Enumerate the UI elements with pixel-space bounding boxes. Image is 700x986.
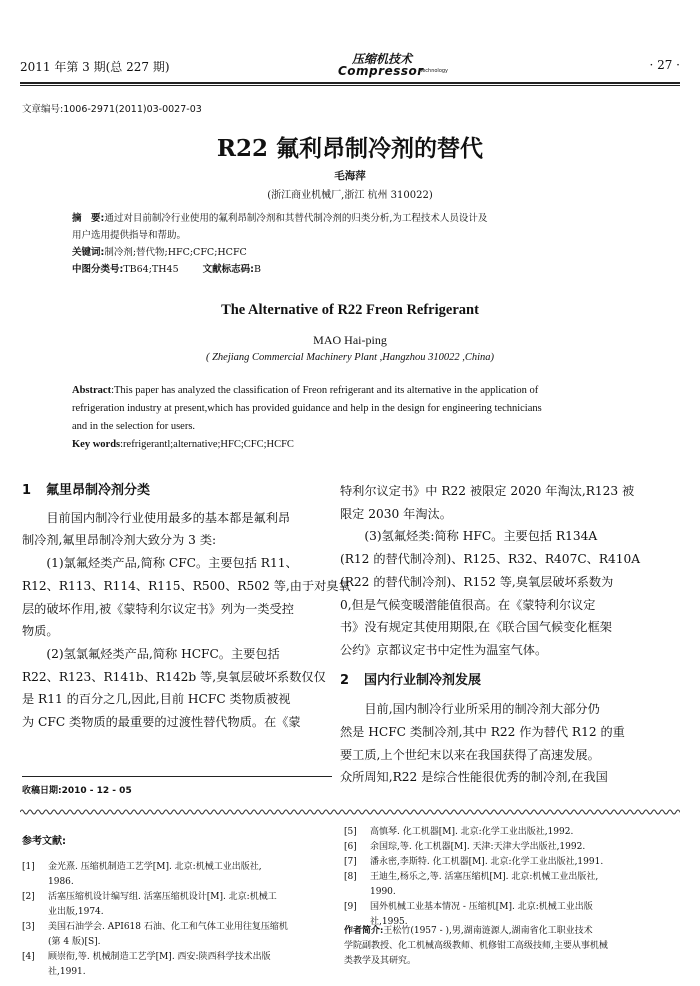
affiliation-chinese: (浙江商业机械厂,浙江 杭州 310022)	[267, 190, 433, 201]
ref-text-cont: (第 4 版)[S].	[48, 937, 101, 947]
body-line: (2)氢氯氟烃类产品,简称 HCFC。主要包括	[22, 646, 280, 661]
body-line: 然是 HCFC 类制冷剂,其中 R22 作为替代 R12 的重	[340, 725, 625, 740]
abstract-chinese	[72, 210, 632, 278]
body-line: R22、R123、R141b、R142b 等,臭氧层破坏系数仅仅	[22, 669, 326, 684]
keywords-cn: 制冷剂;替代物;HFC;CFC;HCFC	[104, 247, 247, 258]
logo-english: Compressor	[338, 64, 424, 78]
bio-label: 作者简介:	[344, 926, 384, 936]
body-line: (R12 的替代制冷剂)、R125、R32、R407C、R410A	[340, 552, 641, 567]
body-left-column	[22, 480, 351, 734]
bio-line: 学院副教授、化工机械高级教师、机修钳工高级技师,主要从事机械	[344, 941, 608, 951]
body-line: 众所周知,R22 是综合性能很优秀的制冷剂,在我国	[340, 770, 608, 785]
body-line: (1)氯氟烃类产品,简称 CFC。主要包括 R11、	[22, 556, 298, 571]
logo-chinese: 压缩机技术	[352, 52, 413, 66]
body-line: 要工质,上个世纪末以来在我国获得了高速发展。	[340, 747, 600, 762]
references-right	[344, 825, 674, 930]
running-header	[20, 52, 680, 82]
keywords-cn-label: 关键词:	[72, 247, 105, 258]
ref-text: 美国石油学会. API618 石油、化工和气体工业用往复压缩机	[48, 922, 288, 932]
ref-number: [3]	[22, 922, 35, 932]
abstract-cn-line: 用户选用提供指导和帮助。	[72, 230, 187, 241]
ref-number: [2]	[22, 892, 35, 902]
ref-number: [6]	[344, 842, 357, 852]
section-1-heading	[22, 480, 330, 503]
received-date: 收稿日期:2010 - 12 - 05	[22, 786, 132, 796]
ref-text: 潘永密,李斯特. 化工机器[M]. 北京:化学工业出版社,1991.	[370, 857, 604, 867]
reference-item	[344, 825, 674, 840]
abstract-en-label: Abstract	[72, 385, 112, 396]
body-line: (3)氢氟烃类:简称 HFC。主要包括 R134A	[340, 529, 598, 544]
abstract-cn-line	[72, 210, 632, 227]
ref-number: [4]	[22, 952, 35, 962]
body-line: R12、R113、R114、R115、R500、R502 等,由于对臭氧	[22, 578, 351, 593]
body-line: 限定 2030 年淘汰。	[340, 506, 452, 521]
header-rule	[20, 82, 680, 84]
keywords-en-label: Key words	[72, 439, 121, 450]
reference-item	[344, 855, 674, 870]
bio-line: 类教学及其研究。	[344, 956, 417, 966]
section-1-number: 1	[22, 483, 32, 498]
class-code: TB64;TH45	[123, 264, 179, 275]
section-2-heading	[340, 670, 662, 693]
section-2-number: 2	[340, 672, 350, 688]
abstract-en-line: refrigeration industry at present,which has provided guidance and help in the design for engineering technicians	[72, 403, 542, 414]
ref-number: [9]	[344, 902, 357, 912]
ref-text: 金光熹. 压缩机制造工艺学[M]. 北京:机械工业出版社,	[48, 862, 262, 872]
body-line: 为 CFC 类物质的最重要的过渡性替代物质。在《蒙	[22, 715, 301, 730]
doc-code-label: 文献标志码:	[202, 264, 254, 275]
reference-item	[344, 870, 674, 900]
wave-separator	[20, 808, 680, 816]
classification-line	[72, 261, 632, 278]
ref-text-cont: 社,1995.	[370, 917, 408, 927]
ref-number: [8]	[344, 872, 357, 882]
body-line: 书》没有规定其使用期限,在《联合国气候变化框架	[340, 620, 612, 635]
doc-code: B	[253, 264, 261, 275]
keywords-en-line	[72, 436, 632, 454]
section-1-title: 氟里昂制冷剂分类	[46, 483, 151, 498]
section-2-title: 国内行业制冷剂发展	[364, 672, 482, 688]
reference-item	[344, 840, 674, 855]
body-line: 公约》京都议定书中定性为温室气体。	[340, 642, 548, 657]
ref-number: [5]	[344, 827, 357, 837]
author-chinese: 毛海萍	[334, 170, 366, 182]
header-rule-thin	[20, 85, 680, 86]
affiliation-english: ( Zhejiang Commercial Machinery Plant ,Hangzhou 310022 ,China)	[205, 352, 495, 363]
bio-line	[344, 924, 674, 939]
ref-text-cont: 社,1991.	[48, 967, 86, 977]
author-english: MAO Hai-ping	[313, 333, 387, 347]
ref-text: 顾崇衔,等. 机械制造工艺学[M]. 西安:陕西科学技术出版	[48, 952, 271, 962]
class-label: 中图分类号:	[72, 264, 124, 275]
body-right-column	[340, 480, 662, 789]
ref-text: 活塞压缩机设计编写组. 活塞压缩机设计[M]. 北京:机械工	[48, 892, 277, 902]
issue-info: 2011 年第 3 期(总 227 期)	[20, 60, 170, 74]
bio-text: 王松竹(1957 - ),男,湖南涟源人,湖南省化工职业技术	[383, 926, 593, 936]
abstract-cn-label: 摘 要:	[72, 213, 105, 224]
abstract-en-line: and in the selection for users.	[72, 421, 196, 432]
keywords-cn-line	[72, 244, 632, 261]
ref-text-cont: 1990.	[370, 887, 396, 897]
ref-text: 余国琮,等. 化工机器[M]. 天津:天津大学出版社,1992.	[370, 842, 586, 852]
ref-text: 国外机械工业基本情况 - 压缩机[M]. 北京:机械工业出版	[370, 902, 593, 912]
body-line: 0,但是气候变暖潜能值很高。在《蒙特利尔议定	[340, 597, 596, 612]
keywords-en: :refrigerantl;alternative;HFC;CFC;HCFC	[120, 439, 294, 450]
article-number: 文章编号:1006-2971(2011)03-0027-03	[22, 104, 202, 115]
received-rule	[22, 776, 332, 777]
ref-text: 高慎琴. 化工机器[M]. 北京:化学工业出版社,1992.	[370, 827, 574, 837]
body-line: 是 R11 的百分之几,因此,目前 HCFC 类物质被视	[22, 692, 291, 707]
reference-item	[22, 860, 334, 890]
body-line: 层的破坏作用,被《蒙特利尔议定书》列为一类受控	[22, 601, 294, 616]
ref-text-cont: 业出版,1974.	[48, 907, 104, 917]
body-line: 目前国内制冷行业使用最多的基本都是氟利昂	[22, 510, 291, 525]
page-number: · 27 ·	[649, 58, 680, 72]
reference-item	[22, 920, 334, 950]
body-line: 特利尔议定书》中 R22 被限定 2020 年淘汰,R123 被	[340, 484, 635, 498]
ref-text-cont: 1986.	[48, 877, 74, 887]
reference-item	[22, 950, 334, 980]
reference-item	[22, 890, 334, 920]
references-left	[22, 860, 334, 980]
title-english: The Alternative of R22 Freon Refrigerant	[221, 302, 479, 318]
journal-logo	[338, 52, 448, 82]
abstract-cn-text: 通过对目前制冷行业使用的氟利昂制冷剂和其替代制冷剂的归类分析,为工程技术人员设计及	[104, 213, 488, 224]
body-line: 制冷剂,氟里昂制冷剂大致分为 3 类:	[22, 533, 217, 548]
body-line: 物质。	[22, 624, 59, 639]
references-title: 参考文献:	[22, 836, 66, 847]
author-bio	[344, 924, 674, 969]
body-line: 目前,国内制冷行业所采用的制冷剂大部分仍	[340, 702, 600, 717]
abstract-en-text: :This paper has analyzed the classification of Freon refrigerant and its alternative in the application of	[111, 385, 539, 396]
abstract-en-line	[72, 382, 632, 400]
abstract-english	[72, 382, 632, 454]
body-line: (R22 的替代制冷剂)、R152 等,臭氧层破坏系数为	[340, 574, 614, 589]
logo-technology: Technology	[420, 68, 449, 74]
ref-text: 王迪生,杨乐之,等. 活塞压缩机[M]. 北京:机械工业出版社,	[370, 872, 599, 882]
ref-number: [1]	[22, 862, 35, 872]
ref-number: [7]	[344, 857, 357, 867]
title-chinese: R22 氟利昂制冷剂的替代	[216, 135, 484, 162]
